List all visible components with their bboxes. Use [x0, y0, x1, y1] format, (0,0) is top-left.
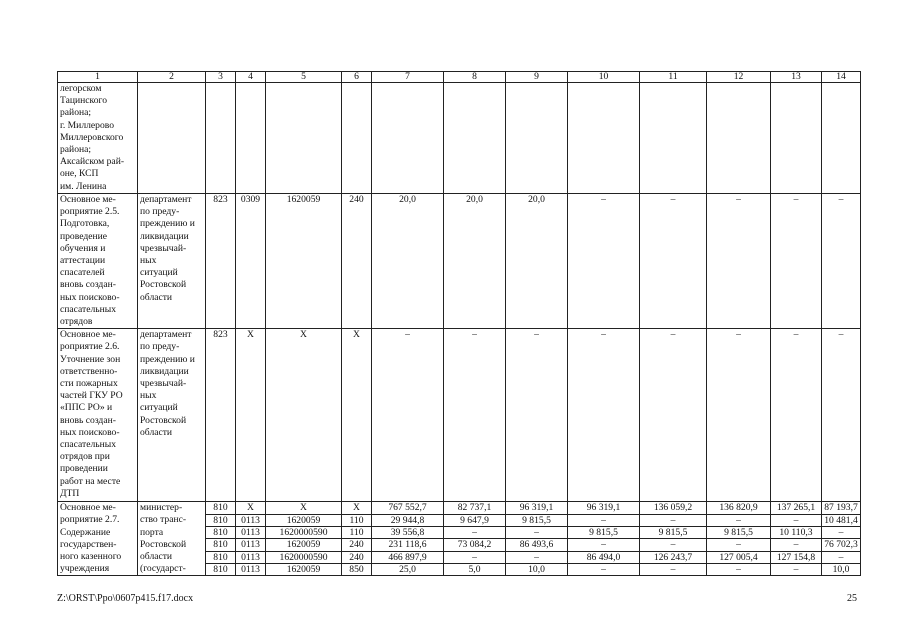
empty-cell — [771, 83, 822, 194]
footer-file-path: Z:\ORST\Ppo\0607p415.f17.docx — [57, 593, 194, 604]
value-cell: – — [568, 514, 640, 526]
table-row — [58, 194, 861, 329]
value-cell: – — [822, 526, 861, 538]
value-cell: 110 — [342, 514, 372, 526]
value-cell: – — [771, 539, 822, 551]
value-cell: – — [640, 329, 707, 502]
value-cell: 126 243,7 — [640, 551, 707, 563]
value-cell: 20,0 — [372, 194, 444, 329]
column-number-header: 14 — [822, 72, 861, 83]
footer-page-number: 25 — [847, 593, 857, 604]
empty-cell — [506, 83, 568, 194]
value-cell: – — [707, 329, 771, 502]
empty-cell — [640, 83, 707, 194]
value-cell: 10 110,3 — [771, 526, 822, 538]
value-cell: 231 118,6 — [372, 539, 444, 551]
value-cell: – — [640, 514, 707, 526]
empty-cell — [206, 83, 236, 194]
value-cell: – — [822, 551, 861, 563]
value-cell: – — [640, 564, 707, 576]
value-cell: – — [771, 329, 822, 502]
value-cell: 86 494,0 — [568, 551, 640, 563]
value-cell: – — [640, 194, 707, 329]
value-cell: 73 084,2 — [444, 539, 506, 551]
empty-cell — [266, 83, 342, 194]
value-cell: 0113 — [236, 526, 266, 538]
column-number-header: 6 — [342, 72, 372, 83]
value-cell: 810 — [206, 539, 236, 551]
value-cell: – — [640, 539, 707, 551]
table-row — [58, 502, 861, 514]
activity-description-cell: Основное ме- роприятие 2.7. Содержание государствен- ного казенного учреждения — [58, 502, 138, 576]
value-cell: 0113 — [236, 539, 266, 551]
value-cell: 9 647,9 — [444, 514, 506, 526]
value-cell: 810 — [206, 564, 236, 576]
value-cell: 20,0 — [506, 194, 568, 329]
value-cell: 823 — [206, 194, 236, 329]
column-number-header: 10 — [568, 72, 640, 83]
empty-cell — [444, 83, 506, 194]
value-cell: – — [771, 194, 822, 329]
value-cell: – — [506, 526, 568, 538]
value-cell: – — [444, 551, 506, 563]
value-cell: 1620000590 — [266, 526, 342, 538]
table-row — [58, 329, 861, 502]
value-cell: 127 005,4 — [707, 551, 771, 563]
value-cell: 39 556,8 — [372, 526, 444, 538]
value-cell: 810 — [206, 526, 236, 538]
table-row — [58, 83, 861, 194]
value-cell: 767 552,7 — [372, 502, 444, 514]
value-cell: 82 737,1 — [444, 502, 506, 514]
value-cell: 9 815,5 — [568, 526, 640, 538]
value-cell: X — [236, 329, 266, 502]
value-cell: 10,0 — [822, 564, 861, 576]
column-number-header: 1 — [58, 72, 138, 83]
value-cell: – — [707, 564, 771, 576]
value-cell: – — [444, 329, 506, 502]
value-cell: 136 820,9 — [707, 502, 771, 514]
value-cell: 10,0 — [506, 564, 568, 576]
value-cell: 850 — [342, 564, 372, 576]
budget-table — [57, 71, 861, 576]
responsible-executor-cell: министер- ство транс- порта Ростовской области (государст- — [138, 502, 206, 576]
value-cell: – — [444, 526, 506, 538]
value-cell: 0309 — [236, 194, 266, 329]
value-cell: – — [771, 564, 822, 576]
empty-cell — [568, 83, 640, 194]
value-cell: – — [822, 329, 861, 502]
value-cell: – — [506, 551, 568, 563]
value-cell: – — [506, 329, 568, 502]
value-cell: 1620059 — [266, 539, 342, 551]
value-cell: 110 — [342, 526, 372, 538]
value-cell: – — [707, 539, 771, 551]
empty-cell — [236, 83, 266, 194]
value-cell: 9 815,5 — [707, 526, 771, 538]
column-number-header: 8 — [444, 72, 506, 83]
value-cell: 87 193,7 — [822, 502, 861, 514]
value-cell: X — [266, 329, 342, 502]
value-cell: – — [568, 194, 640, 329]
value-cell: 5,0 — [444, 564, 506, 576]
value-cell: – — [568, 564, 640, 576]
value-cell: 9 815,5 — [640, 526, 707, 538]
column-number-header: 7 — [372, 72, 444, 83]
value-cell: 9 815,5 — [506, 514, 568, 526]
value-cell: 466 897,9 — [372, 551, 444, 563]
empty-cell — [707, 83, 771, 194]
value-cell: 127 154,8 — [771, 551, 822, 563]
value-cell: – — [771, 514, 822, 526]
value-cell: 1620000590 — [266, 551, 342, 563]
column-number-header: 2 — [138, 72, 206, 83]
column-number-header: 3 — [206, 72, 236, 83]
empty-cell — [138, 83, 206, 194]
value-cell: 1620059 — [266, 514, 342, 526]
activity-description-cell: Основное ме- роприятие 2.6. Уточнение зон ответственно- сти пожарных частей ГКУ РО «ППС РО» и вновь создан- ных поисково- спасательных отрядов при проведении работ на месте ДТП — [58, 329, 138, 502]
activity-description-cell: Основное ме- роприятие 2.5. Подготовка, проведение обучения и аттестации спасателей вновь создан- ных поисково- спасательных отрядов — [58, 194, 138, 329]
value-cell: 10 481,4 — [822, 514, 861, 526]
responsible-executor-cell: департамент по преду- преждению и ликвидации чрезвычай- ных ситуаций Ростовской области — [138, 329, 206, 502]
value-cell: – — [707, 194, 771, 329]
table-header-row — [58, 72, 861, 83]
column-number-header: 4 — [236, 72, 266, 83]
value-cell: 240 — [342, 194, 372, 329]
empty-cell — [372, 83, 444, 194]
value-cell: 810 — [206, 551, 236, 563]
value-cell: 810 — [206, 502, 236, 514]
value-cell: 137 265,1 — [771, 502, 822, 514]
value-cell: 20,0 — [444, 194, 506, 329]
value-cell: – — [707, 514, 771, 526]
value-cell: – — [568, 539, 640, 551]
value-cell: 823 — [206, 329, 236, 502]
value-cell: 29 944,8 — [372, 514, 444, 526]
value-cell: 810 — [206, 514, 236, 526]
value-cell: 1620059 — [266, 564, 342, 576]
empty-cell — [822, 83, 861, 194]
value-cell: X — [342, 329, 372, 502]
value-cell: X — [266, 502, 342, 514]
value-cell: 240 — [342, 551, 372, 563]
value-cell: 76 702,3 — [822, 539, 861, 551]
responsible-executor-cell: департамент по преду- преждению и ликвидации чрезвычай- ных ситуаций Ростовской области — [138, 194, 206, 329]
value-cell: 136 059,2 — [640, 502, 707, 514]
value-cell: 96 319,1 — [506, 502, 568, 514]
value-cell: X — [342, 502, 372, 514]
value-cell: 96 319,1 — [568, 502, 640, 514]
value-cell: X — [236, 502, 266, 514]
empty-cell — [342, 83, 372, 194]
value-cell: 86 493,6 — [506, 539, 568, 551]
value-cell: – — [822, 194, 861, 329]
value-cell: 0113 — [236, 564, 266, 576]
value-cell: – — [372, 329, 444, 502]
column-number-header: 11 — [640, 72, 707, 83]
value-cell: 25,0 — [372, 564, 444, 576]
value-cell: 1620059 — [266, 194, 342, 329]
column-number-header: 13 — [771, 72, 822, 83]
column-number-header: 9 — [506, 72, 568, 83]
value-cell: 0113 — [236, 514, 266, 526]
value-cell: 0113 — [236, 551, 266, 563]
column-number-header: 5 — [266, 72, 342, 83]
activity-description-cell: легорском Тацинского района; г. Миллерово Миллеровского района; Аксайском рай- оне, КСП им. Ленина — [58, 83, 138, 194]
column-number-header: 12 — [707, 72, 771, 83]
value-cell: – — [568, 329, 640, 502]
value-cell: 240 — [342, 539, 372, 551]
